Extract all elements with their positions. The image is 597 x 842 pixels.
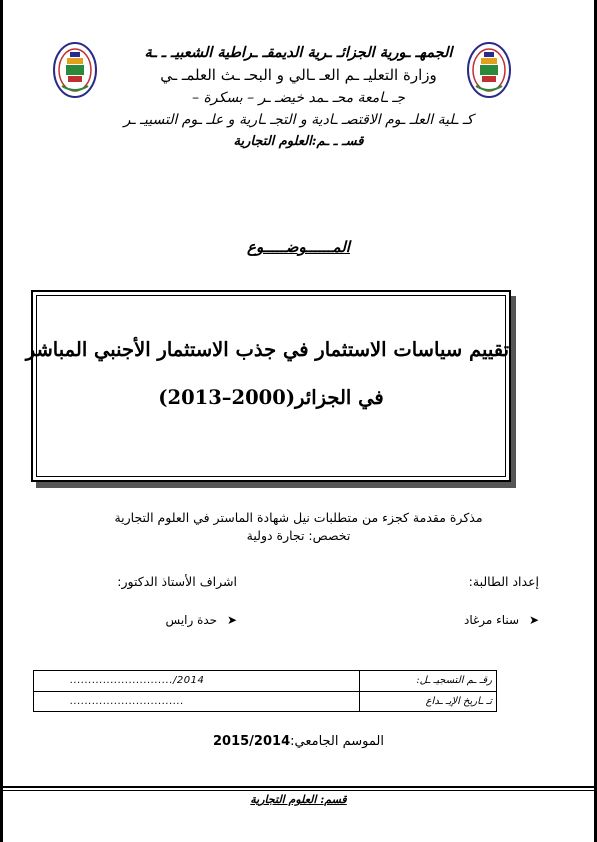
header-department: قسـ ـ ـم:العلوم التجارية — [233, 134, 364, 149]
thesis-title-line1: تقييم سياسات الاستثمار في جذب الاستثمار الأجنبي المباشر — [25, 338, 509, 361]
footer-divider — [0, 786, 597, 788]
supervisor-label: اشراف الأستاذ الدكتور: — [117, 574, 237, 589]
memo-specialty: تخصص: تجارة دولية — [246, 528, 351, 543]
bullet-arrow-icon: ➤ — [226, 613, 237, 627]
academic-season-value: 2015/2014 — [213, 734, 291, 749]
academic-season-label: الموسم الجامعي: — [290, 734, 384, 749]
thesis-title-line2: في الجزائر(2000–2013) — [158, 386, 384, 409]
registration-number-label: رقـ ـم التسجيـ ـل: — [360, 671, 497, 692]
registration-number-value: ............................/2014 — [34, 671, 360, 692]
header-republic: الجمهـ ـورية الجزائـ ـرية الديمقـ ـراطية الشعبيـ ـ ـة — [144, 44, 453, 61]
subject-label: المــــــوضـــــوع — [247, 238, 350, 256]
student-name: ➤ سناء مرغاد — [463, 613, 539, 627]
title-box — [25, 290, 511, 482]
header-university: جـ ـامعة محـ ـمد خيضـ ـر – بسكرة – — [192, 90, 405, 106]
memo-description: مذكرة مقدمة كجزء من متطلبات نيل شهادة الماستر في العلوم التجارية — [114, 510, 483, 525]
bullet-arrow-icon: ➤ — [528, 613, 539, 627]
header-ministry: وزارة التعليـ ـم العـ ـالي و البحـ ـث العلمـ ـي — [160, 66, 437, 84]
footer-department: قسم: العلوم التجارية — [250, 793, 347, 806]
prepared-by-label: إعداد الطالبة: — [468, 574, 539, 589]
academic-season — [0, 734, 597, 749]
deposit-date-value: ............................... — [34, 691, 360, 712]
header-faculty: كـ ـلية العلـ ـوم الاقتصـ ـادية و التجـ ـارية و علـ ـوم التسييـ ـر — [123, 112, 474, 128]
supervisor-name: ➤ حدة رايس — [165, 613, 237, 627]
footer-divider-thin — [0, 790, 597, 791]
registration-table — [33, 670, 497, 712]
deposit-date-label: تـ ـاريخ الإيـ ـداع — [360, 691, 497, 712]
